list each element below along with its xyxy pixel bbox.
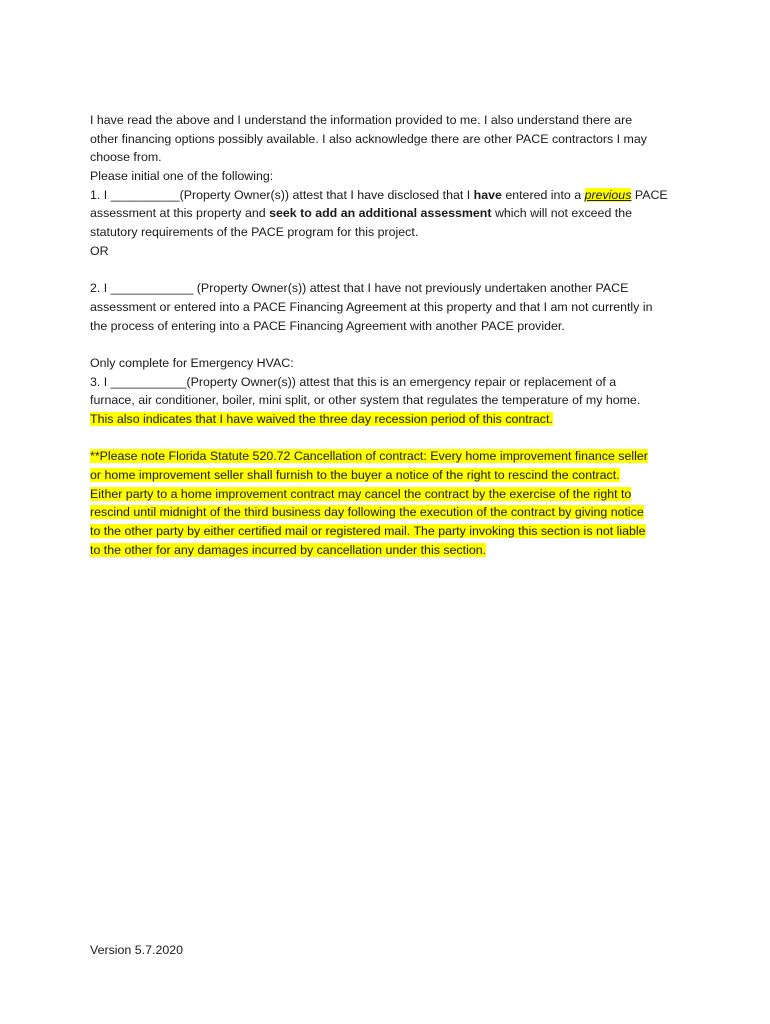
statute-highlight: Either party to a home improvement contract may cancel the contract by the exercise of the right to (90, 486, 632, 501)
intro-line: I have read the above and I understand the information provided to me. I also understand there are (90, 113, 633, 127)
statute-line (90, 466, 690, 485)
waiver-highlight: This also indicates that I have waived the three day recession period of this contract. (90, 412, 553, 426)
have-emphasis: have (473, 187, 502, 202)
statute-line (90, 503, 690, 522)
version-footer: Version 5.7.2020 (90, 943, 184, 957)
intro-line: choose from. (90, 150, 162, 165)
document-body (90, 111, 690, 560)
option-1 (90, 186, 690, 242)
option-1-line-1 (90, 186, 690, 205)
option-1-line-3: statutory requirements of the PACE program for this project. (90, 225, 419, 240)
option-1-line-2 (90, 204, 690, 223)
statute-line (90, 541, 690, 560)
statute-highlight: to the other for any damages incurred by cancellation under this section. (90, 542, 487, 557)
option-2-line: 2. I ____________ (Property Owner(s)) attest that I have not previously undertaken another PACE (90, 281, 629, 296)
option-2-line: assessment or entered into a PACE Financing Agreement at this property and that I am not currently in (90, 299, 653, 314)
statute-highlight: to the other party by either certified mail or registered mail. The party invoking this section is not liable (90, 524, 646, 539)
option-2 (90, 279, 690, 335)
statute-highlight: or home improvement seller shall furnish to the buyer a notice of the right to rescind the contract. (90, 468, 620, 483)
statute-note (90, 447, 690, 559)
intro-line: other financing options possibly available. I also acknowledge there are other PACE contractors I may (90, 131, 647, 146)
statute-line (90, 485, 690, 504)
option-1-text: assessment at this property and (90, 206, 270, 221)
option-3-highlight-line (90, 410, 690, 429)
or-separator: OR (90, 243, 109, 258)
instruction-text: Please initial one of the following: (90, 169, 274, 184)
statute-line (90, 447, 690, 466)
additional-assessment-emphasis: seek to add an additional assessment (269, 206, 492, 221)
statute-highlight: **Please note Florida Statute 520.72 Cancellation of contract: Every home improvement finance seller (90, 449, 648, 464)
option-2-line: the process of entering into a PACE Financing Agreement with another PACE provider. (90, 318, 565, 333)
option-3 (90, 373, 690, 429)
option-3-line: 3. I ___________(Property Owner(s)) attest that this is an emergency repair or replacement of a (90, 374, 617, 389)
emergency-heading: Only complete for Emergency HVAC: (90, 355, 294, 370)
option-1-text: 1. I __________(Property Owner(s)) attest that I have disclosed that I (90, 187, 474, 202)
option-3-line: furnace, air conditioner, boiler, mini split, or other system that regulates the temperature of my home. (90, 393, 641, 408)
option-1-text: entered into a (501, 187, 585, 202)
intro-paragraph (90, 111, 690, 167)
option-1-text: which will not exceed the (491, 206, 633, 221)
previous-emphasis: previous (584, 187, 632, 202)
option-1-text: PACE (631, 187, 668, 202)
statute-highlight: rescind until midnight of the third business day following the execution of the contract by giving notice (90, 505, 644, 520)
statute-line (90, 522, 690, 541)
